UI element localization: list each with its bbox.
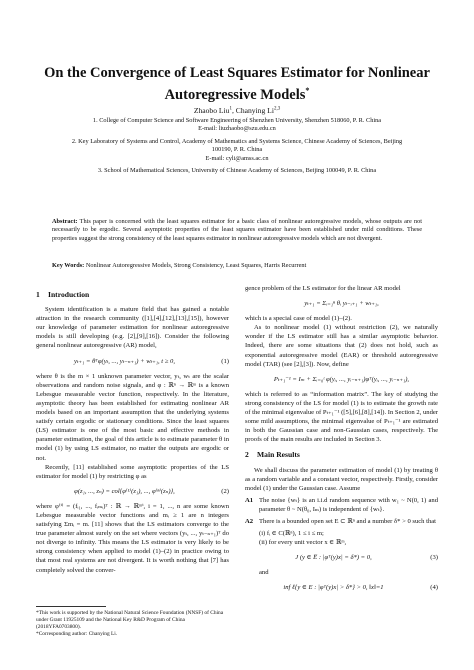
- equation-4-tag: (4): [430, 584, 438, 592]
- equation-linear-ar: [245, 299, 438, 308]
- keywords: [52, 262, 422, 270]
- section-1-title: Introduction: [48, 290, 90, 299]
- author-1: Zhaobo Liu: [193, 106, 230, 115]
- intro-paragraph-1: System identification is a mature field that has gained a notable attraction in the research community ([1],[4],[12],[13],[15]), however our knowledge of parameter estimation for nonlinear autoregressive models is still developing (e.g. [2],[9],[16]). Consider the following general nonlinear autoregressive (AR) model,: [36, 306, 229, 350]
- left-column: [36, 284, 229, 575]
- equation-1-body: yₜ₊₁ = θᵀφ(yₜ, ..., yₜ₋ₙ₊₁) + wₜ₊₁, t ≥ 0,: [74, 357, 175, 365]
- affiliation-2-line-1: 2. Key Laboratory of Systems and Control, Academy of Mathematics and Systems Science, Chinese Academy of Sciences, Beijing: [71, 137, 403, 145]
- intro-paragraph-2: where θ is the m × 1 unknown parameter vector, yₜ, wₜ are the scalar observations and random noise signals, and φ : ℝⁿ → ℝᵐ is a known Lebesgue measurable vector function, respectively. In the literature, asymptotic theory has been established for estimating nonlinear AR models based on an important assumption that the underlying systems satisfy certain ergodic or stationary conditions. Since the least squares (LS) estimator is one of the most basic and effective methods in parameter estimation, the goal of this article is to estimate parameter θ in model (1) by using LS estimator, no matter the outputs are ergodic or not.: [36, 372, 229, 462]
- section-1-number: 1: [36, 290, 40, 299]
- equation-3-body: J (y ∈ E̅ : |φᵀ(y)x| = δ*) = 0,: [295, 554, 372, 562]
- affiliation-2: [44, 138, 430, 163]
- assumption-a2-item-i: (i) fᵢ ∈ C(ℝⁿ), 1 ≤ i ≤ m;: [259, 530, 324, 538]
- section-2-heading: [245, 450, 438, 459]
- equation-4: [245, 583, 438, 592]
- affiliation-1-email: E-mail: liuzhaobo@szu.edu.cn: [198, 125, 276, 133]
- abstract-label: Abstract:: [52, 218, 78, 225]
- equation-2: [36, 487, 229, 496]
- equation-1-tag: (1): [221, 357, 229, 365]
- affiliation-3: [44, 167, 430, 175]
- section-2-number: 2: [245, 450, 249, 460]
- equation-4-body: inf ℓ{y ∈ E : |φᵀ(y)x| > δ*} > 0, ‖x‖=1: [283, 584, 384, 592]
- author-2-mark: 2,3: [273, 106, 281, 112]
- equation-1: [36, 357, 229, 366]
- abstract-text: This paper is concerned with the least squares estimator for a basic class of nonlinear autoregressive models, whose outputs are not necessarily to be ergodic. Several asymptotic properties of the least squares estimator have been established under mild conditions. These properties suggest the strong consistency of the least squares estimator in nonlinear autoregressive models which are not divergent.: [52, 218, 422, 242]
- assumption-a2-text: There is a bounded open set E ⊂ ℝⁿ and a number δ* > 0 such that: [259, 517, 437, 525]
- intro-paragraph-4: where φ⁽ⁱ⁾ = (fᵢ₁, ..., fᵢₘᵢ)ᵀ : ℝ → ℝᵐⁱ, i = 1, ..., n are some known Lebesgue measurable vector functions and mᵢ ≥ 1 are n integers satisfying Σmᵢ = m. [11] shows that the LS estimators converge to the true parameter almost surely on the set where vectors (yₜ, ..., yₜ₋ₙ₊₁)ᵀ do not diverge to infinity. This means the LS estimator is very likely to be strong consistency when applied to model (1)–(2) in practice owing to that most real systems are not divergent. It is worth nothing that [7] has completely solved the conver-: [36, 502, 229, 574]
- assumption-a2-item-ii: (ii) for every unit vector x ∈ ℝᵐ,: [259, 539, 347, 547]
- equation-3-tag: (3): [430, 554, 438, 562]
- footnote-corresponding: *Corresponding author: Chanying Li.: [36, 631, 118, 637]
- paper-title: [36, 64, 438, 104]
- affiliation-2-email: E-mail: cyli@amss.ac.cn: [205, 154, 269, 162]
- right-paragraph-4: which is referred to as “information matrix”. The key of studying the strong consistency of the LS for model (1) is to estimate the growth rate of the minimal eigenvalue of Pₜ₊₁⁻¹ ([5],[6],[8],[14]). In Section 2, under some mild assumptions, the minimal eigenvalue of Pₜ₊₁⁻¹ are estimated in both the Gaussian case and non-Gaussian cases, respectively. The proofs of the main results are included in Section 3.: [245, 390, 438, 444]
- author-list: [36, 106, 438, 115]
- section-1-heading: [36, 290, 229, 299]
- equation-information-matrix-body: Pₜ₊₁⁻¹ = Iₘ + Σᵢ₌₀ᵗ φ(yᵢ, ..., yᵢ₋ₙ₊₁)φᵀ(yᵢ, ..., yᵢ₋ₙ₊₁),: [273, 375, 410, 383]
- right-paragraph-1: gence problem of the LS estimator for the linear AR model: [245, 285, 401, 292]
- equation-linear-ar-body: yₜ₊₁ = Σᵢ₌₁ⁿ θᵢ yₜ₋ᵢ₊₁ + wₜ₊₁,: [304, 300, 379, 308]
- affiliation-2-line-2: 100190, P. R. China: [211, 146, 263, 154]
- abstract: [52, 218, 422, 243]
- author-2: Chanying Li: [235, 106, 274, 115]
- equation-information-matrix: [245, 375, 438, 384]
- author-separator: ,: [231, 106, 236, 115]
- right-paragraph-2: which is a special case of model (1)–(2).: [245, 315, 352, 323]
- title-line-2: Autoregressive Models: [164, 86, 306, 103]
- footnote-rule: [36, 606, 106, 607]
- right-column: [245, 284, 438, 599]
- assumption-a2-label: A2: [245, 517, 254, 525]
- affiliations: [44, 117, 430, 179]
- author-1-mark: 1: [229, 106, 232, 112]
- equation-3: [245, 553, 438, 562]
- equation-2-tag: (2): [221, 487, 229, 495]
- affiliation-3-line-1: 3. School of Mathematical Sciences, University of Chinese Academy of Sciences, Beijing 100049, P. R. China: [97, 167, 377, 175]
- footnote-funding: *This work is supported by the National Natural Science Foundation (NNSF) of China under Grant 11925109 and the National Key R&D Program of China (2018YFA0703800).: [36, 610, 224, 630]
- intro-paragraph-3: Recently, [11] established some asymptotic properties of the LS estimator for model (1) by restricting φ as: [36, 463, 229, 480]
- equation-2-body: φ(z₁, ..., zₙ) = col{φ⁽¹⁾(z₁), ..., φ⁽ⁿ⁾(zₙ)},: [74, 487, 175, 495]
- section-2-title: Main Results: [257, 450, 300, 460]
- affiliation-1: [44, 117, 430, 134]
- affiliation-1-line-1: 1. College of Computer Science and Software Engineering of Shenzhen University, Shenzhen 518060, P. R. China: [92, 117, 382, 124]
- footnotes: [36, 606, 229, 638]
- right-paragraph-5: We shall discuss the parameter estimation of model (1) by treating θ as a random variable and a constant vector, respectively. Firstly, consider model (1) under the Gaussian case. Assume: [245, 466, 438, 492]
- assumption-a2: [245, 517, 438, 526]
- assumption-a1-label: A1: [245, 496, 254, 504]
- right-paragraph-3: As to nonlinear model (1) without restriction (2), we naturally wonder if the LS estimator still has a similar asymptotic behavior. Indeed, there are some situations that (2) does not hold, such as exponential autoregressive model (EAR) or threshold autoregressive model (TAR) (see [2],[3]). Now, define: [245, 324, 438, 368]
- title-line-1: On the Convergence of Least Squares Estimator for Nonlinear: [44, 65, 430, 81]
- keywords-label: Key Words:: [52, 262, 85, 269]
- keywords-text: Nonlinear Autoregressive Models, Strong Consistency, Least Squares, Harris Recurrent: [85, 262, 307, 269]
- connector-and: and: [259, 569, 269, 577]
- title-footnote-mark: *: [305, 86, 310, 95]
- assumption-a1: [245, 496, 438, 514]
- assumption-a1-text: The noise {wₜ} is an i.i.d random sequence with w₁ ~ N(0, 1) and parameter θ ~ N(θ₀, Iₘ) is independent of {wₜ}.: [259, 496, 438, 513]
